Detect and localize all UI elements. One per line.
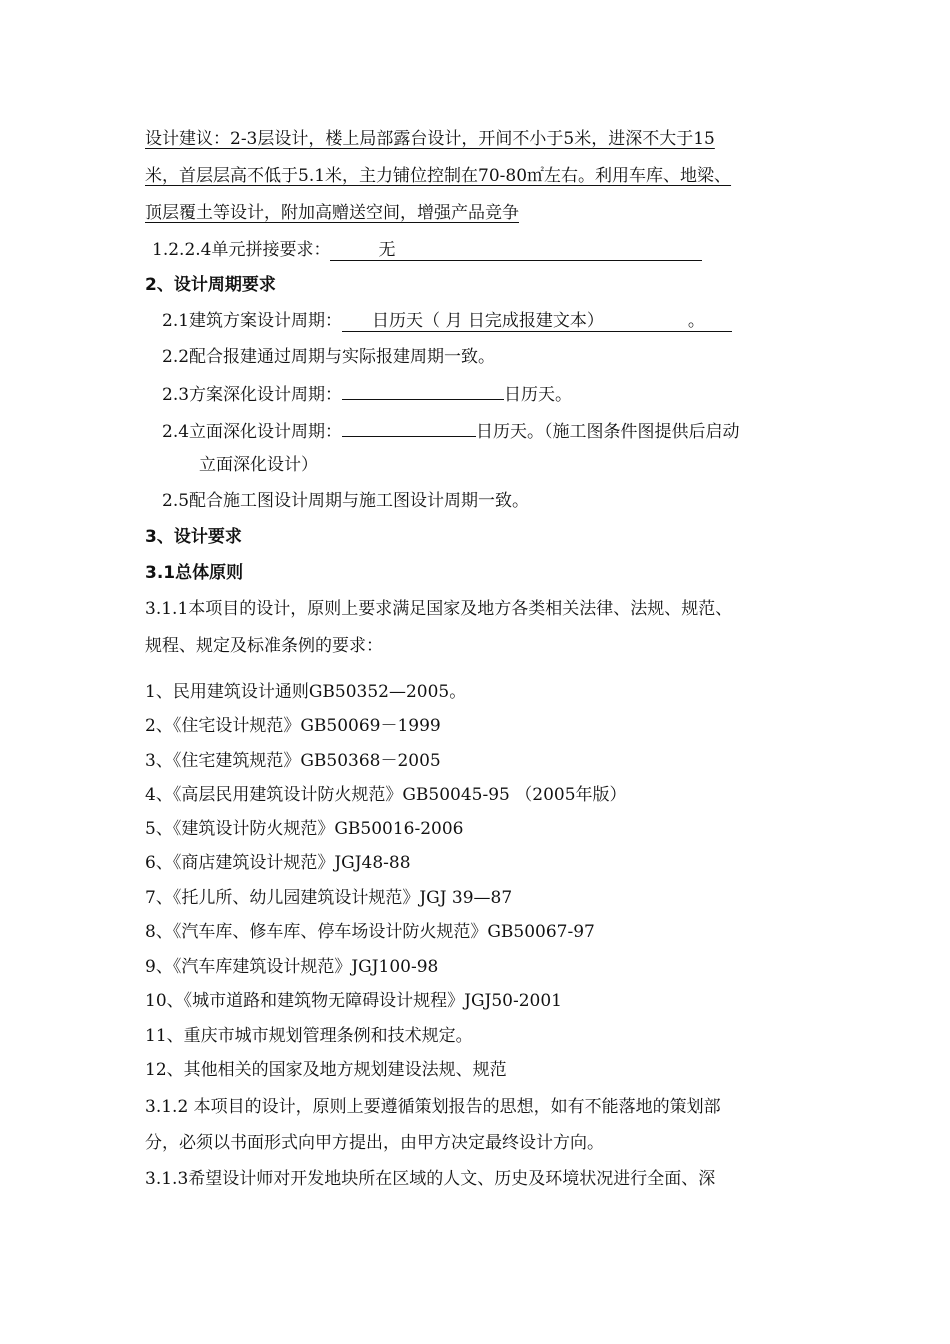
item-2-2: 2.2配合报建通过周期与实际报建周期一致。: [162, 347, 496, 367]
item-2-3-label: 2.3方案深化设计周期：: [162, 385, 343, 405]
item-2-1-value: [342, 311, 732, 332]
norm-list-item: 6、《商店建筑设计规范》JGJ48-88: [145, 853, 411, 873]
norm-list-item: 1、民用建筑设计通则GB50352—2005。: [145, 682, 467, 702]
item-2-4: [162, 418, 740, 443]
item-2-3-suffix: 日历天。: [504, 385, 573, 405]
item-2-4-blank: [342, 418, 476, 437]
para-3-1-2-line-1: 3.1.2 本项目的设计，原则上要遵循策划报告的思想，如有不能落地的策划部: [145, 1097, 721, 1117]
item-2-5: 2.5配合施工图设计周期与施工图设计周期一致。: [162, 491, 530, 511]
para-3-1-1-line-1: 3.1.1本项目的设计，原则上要求满足国家及地方各类相关法律、法规、规范、: [145, 599, 733, 619]
norm-list-item: 12、其他相关的国家及地方规划建设法规、规范: [145, 1060, 507, 1080]
norm-list-item: 5、《建筑设计防火规范》GB50016-2006: [145, 819, 464, 839]
unit-joint-requirement: [152, 239, 702, 261]
item-2-1: [162, 310, 732, 332]
norm-list-item: 8、《汽车库、修车库、停车场设计防火规范》GB50067-97: [145, 922, 595, 942]
suggestion-line-2: 米，首层层高不低于5.1米，主力铺位控制在70-80㎡左右。利用车库、地梁、: [145, 166, 732, 186]
suggestion-line-3: 顶层覆土等设计，附加高赠送空间，增强产品竞争: [145, 203, 519, 223]
item-2-4-continuation: 立面深化设计）: [199, 455, 318, 475]
item-2-3-blank: [342, 381, 504, 400]
norm-list-item: 11、重庆市城市规划管理条例和技术规定。: [145, 1026, 473, 1046]
para-3-1-3-line-1: 3.1.3希望设计师对开发地块所在区域的人文、历史及环境状况进行全面、深: [145, 1169, 716, 1189]
suggestion-line-1: 设计建议：2-3层设计，楼上局部露台设计，开间不小于5米，进深不大于15: [145, 129, 715, 149]
item-2-1-end: 。: [687, 311, 705, 331]
norm-list-item: 7、《托儿所、幼儿园建筑设计规范》JGJ 39—87: [145, 888, 513, 908]
item-2-4-label: 2.4立面深化设计周期：: [162, 422, 343, 442]
norm-list-item: 2、《住宅设计规范》GB50069－1999: [145, 716, 441, 736]
item-2-3: [162, 381, 572, 406]
section-3-heading: 3、设计要求: [145, 527, 242, 547]
norm-list-item: 3、《住宅建筑规范》GB50368－2005: [145, 751, 441, 771]
norm-list-item: 10、《城市道路和建筑物无障碍设计规程》JGJ50-2001: [145, 991, 562, 1011]
section-3-1-heading: 3.1总体原则: [145, 563, 244, 583]
unit-joint-label: 1.2.2.4单元拼接要求：: [152, 240, 331, 260]
unit-joint-value: 无: [330, 240, 702, 261]
para-3-1-1-line-2: 规程、规定及标准条例的要求：: [145, 636, 383, 656]
item-2-1-label: 2.1建筑方案设计周期：: [162, 311, 343, 331]
para-3-1-2-line-2: 分，必须以书面形式向甲方提出，由甲方决定最终设计方向。: [145, 1133, 604, 1153]
norm-list-item: 4、《高层民用建筑设计防火规范》GB50045-95 （2005年版）: [145, 785, 627, 805]
item-2-4-suffix: 日历天。（施工图条件图提供后启动: [476, 422, 740, 442]
norm-list-item: 9、《汽车库建筑设计规范》JGJ100-98: [145, 957, 439, 977]
section-2-heading: 2、设计周期要求: [145, 275, 276, 295]
item-2-1-value-text: 日历天（ 月 日完成报建文本）: [372, 311, 604, 331]
